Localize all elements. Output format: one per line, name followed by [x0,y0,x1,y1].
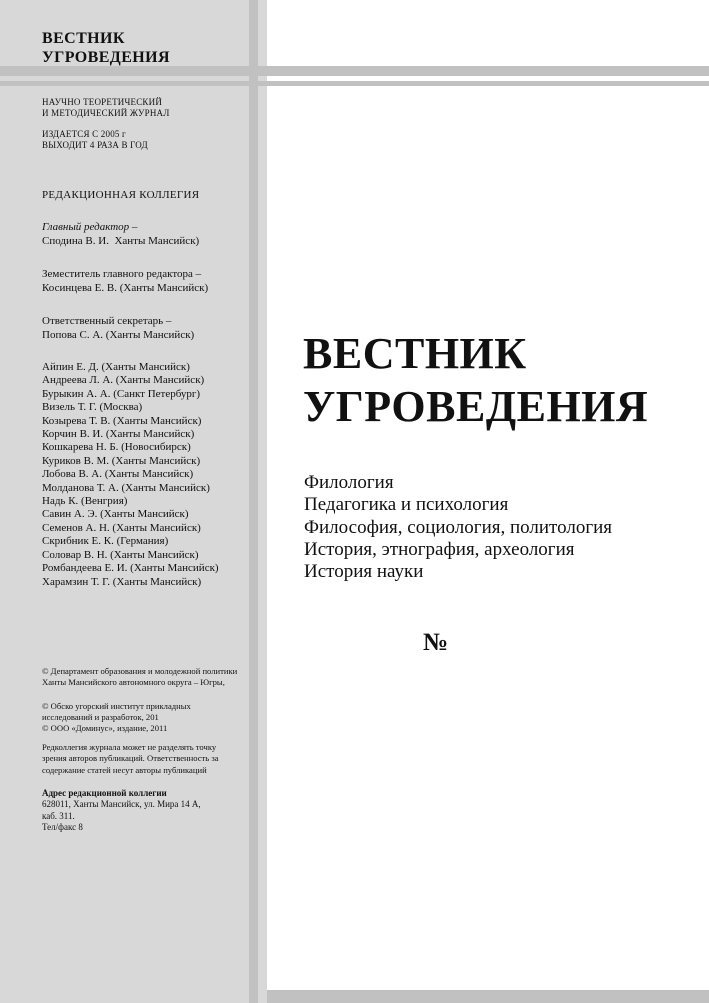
board-member: Савин А. Э. (Ханты Мансийск) [42,508,189,521]
role-name: Сподина В. И. Ханты Мансийск) [42,234,200,247]
board-member: Козырева Т. В. (Ханты Мансийск) [42,414,202,427]
role-deputy-editor [42,268,244,295]
publication-info [42,129,244,151]
main-title [303,327,703,433]
subject-item: Философия, социология, политология [304,516,613,538]
board-member: Лобова В. А. (Ханты Мансийск) [42,468,194,481]
board-member: Надь К. (Венгрия) [42,495,128,508]
board-member: Скрибник Е. К. (Германия) [42,535,169,548]
subject-list [304,472,694,583]
journal-subtitle [42,97,244,119]
editorial-board-heading: РЕДАКЦИОННАЯ КОЛЛЕГИЯ [42,189,200,201]
copyright-institute [42,701,244,724]
role-title: Ответственный секретарь – [42,315,172,327]
board-member: Семенов А. Н. (Ханты Мансийск) [42,521,201,534]
bottom-divider-bar [267,990,709,1003]
role-title: Главный редактор – [42,221,138,233]
role-title: Земеститель главного редактора – [42,268,202,280]
masthead-title-line1: ВЕСТНИК [42,30,125,47]
address-heading: Адрес редакционной коллегии [42,788,167,798]
board-member: Визель Т. Г. (Москва) [42,401,143,414]
address-line2: каб. 311. [42,810,75,821]
copyright-department-line1: © Департамент образования и молодежной политики [42,666,238,676]
copyright-publisher: © ООО «Доминус», издание, 2011 [42,723,168,733]
masthead-title-line2: УГРОВЕДЕНИЯ [42,49,170,66]
main-title-line1: ВЕСТНИК [303,329,527,378]
copyright-institute-line1: © Обско угорский институт прикладных [42,701,191,711]
subject-item: История науки [304,561,424,583]
role-name: Косинцева Е. В. (Ханты Мансийск) [42,281,209,294]
copyright-department-line2: Ханты Мансийского автономного округа – Югры, [42,677,225,688]
copyright-department [42,666,244,689]
role-name: Попова С. А. (Ханты Мансийск) [42,328,195,341]
masthead-title [42,29,244,67]
publication-since-line: ИЗДАЕТСЯ С 2005 г [42,129,126,139]
disclaimer-line1: Редколлегия журнала может не разделять точку [42,742,217,752]
editorial-address [42,788,244,833]
journal-subtitle-line2: И МЕТОДИЧЕСКИЙ ЖУРНАЛ [42,107,170,118]
top-divider-bar-thick [0,66,709,76]
top-divider-bar-thin [0,81,709,86]
journal-subtitle-line1: НАУЧНО ТЕОРЕТИЧЕСКИЙ [42,97,163,107]
publication-frequency-line: ВЫХОДИТ 4 РАЗА В ГОД [42,139,148,150]
issue-number-symbol: № [423,629,449,656]
board-member: Корчин В. И. (Ханты Мансийск) [42,428,195,441]
address-line3: Тел/факс 8 [42,821,83,832]
subject-item: Педагогика и психология [304,494,509,516]
subject-item: История, этнография, археология [304,538,575,560]
disclaimer-line3: содержание статей несут авторы публикаций [42,764,207,775]
board-member: Соловар В. Н. (Ханты Мансийск) [42,548,199,561]
disclaimer [42,742,244,776]
board-member: Бурыкин А. А. (Санкт Петербург) [42,387,201,400]
board-member: Кошкарева Н. Б. (Новосибирск) [42,441,191,454]
role-executive-secretary [42,315,244,342]
board-member: Айпин Е. Д. (Ханты Мансийск) [42,361,190,373]
board-member: Андреева Л. А. (Ханты Мансийск) [42,374,205,387]
board-member: Молданова Т. А. (Ханты Мансийск) [42,481,210,494]
board-members-list [42,361,244,589]
vertical-divider-bar [249,0,258,1003]
role-editor-in-chief [42,221,244,248]
main-title-line2: УГРОВЕДЕНИЯ [303,382,649,431]
board-member: Ромбандеева Е. И. (Ханты Мансийск) [42,562,219,575]
disclaimer-line2: зрения авторов публикаций. Ответственность за [42,753,219,764]
board-member: Харамзин Т. Г. (Ханты Мансийск) [42,575,202,588]
board-member: Куриков В. М. (Ханты Мансийск) [42,454,201,467]
copyright-institute-line2: исследований и разработок, 201 [42,712,159,723]
address-line1: 628011, Ханты Мансийск, ул. Мира 14 А, [42,799,201,810]
subject-item: Филология [304,472,394,493]
